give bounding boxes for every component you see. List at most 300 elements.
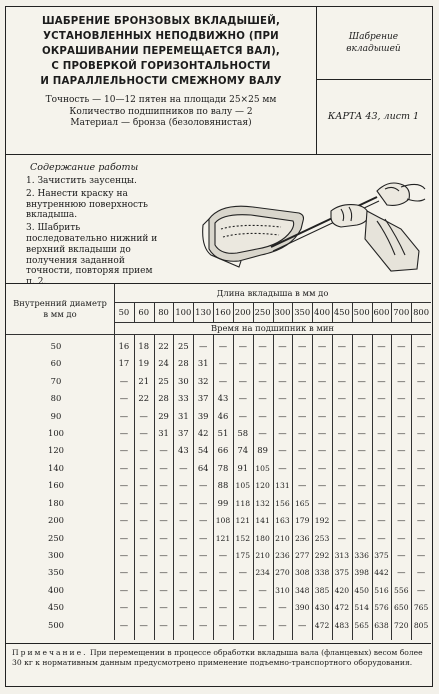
time-cell: — — [238, 567, 247, 578]
time-cell: — — [198, 619, 208, 630]
table-row — [6, 582, 431, 599]
time-cell: 236 — [294, 533, 310, 543]
time-cell: 650 — [394, 603, 409, 613]
table-line — [213, 302, 214, 322]
time-cell: — — [317, 358, 327, 369]
time-cell: — — [298, 410, 307, 421]
table-line — [193, 302, 194, 322]
time-cell: — — [298, 619, 307, 630]
time-cell: — — [357, 393, 366, 404]
time-cell: 450 — [354, 585, 369, 595]
time-cell: — — [159, 567, 168, 578]
title-line: ОКРАШИВАНИИ ПЕРЕМЕЩАЕТСЯ ВАЛ), — [41, 46, 281, 57]
time-cell: — — [377, 428, 386, 439]
time-cell: — — [218, 584, 228, 595]
table-line — [312, 302, 313, 322]
time-cell: — — [357, 480, 366, 491]
time-cell: — — [238, 619, 247, 630]
diameter-cell: 60 — [50, 358, 62, 369]
time-cell: 720 — [394, 620, 409, 630]
time-cell: 514 — [354, 603, 369, 613]
time-cell: — — [416, 428, 426, 439]
time-cell: — — [337, 393, 347, 404]
time-cell: — — [357, 410, 366, 421]
time-cell: — — [337, 428, 347, 439]
table-line — [292, 302, 293, 322]
time-cell: 308 — [294, 568, 310, 578]
time-cell: — — [179, 497, 188, 508]
time-cell: 236 — [275, 550, 290, 560]
operation-name — [316, 7, 431, 80]
time-cell: — — [139, 462, 148, 473]
time-cell: — — [179, 462, 188, 473]
time-cell: — — [317, 341, 327, 351]
time-cell: — — [198, 584, 208, 595]
diameter-cell: 100 — [48, 428, 64, 439]
diameter-cell: 70 — [50, 375, 62, 386]
diameter-cell: 250 — [48, 532, 64, 543]
time-cell: — — [238, 584, 247, 595]
time-cell: — — [119, 497, 129, 508]
time-cell: — — [278, 393, 287, 404]
time-cell: 292 — [314, 550, 330, 560]
time-cell: — — [377, 532, 386, 543]
time-cell: — — [218, 549, 228, 560]
time-cell: 32 — [197, 375, 209, 386]
time-cell: — — [238, 602, 247, 613]
time-cell: 118 — [235, 498, 251, 508]
title-line: С ПРОВЕРКОЙ ГОРИЗОНТАЛЬНОСТИ — [51, 61, 271, 72]
footnote-lead: Примечание. — [12, 648, 88, 657]
time-cell: — — [278, 619, 287, 630]
operation-parameters — [12, 95, 310, 130]
time-cell: 121 — [215, 533, 231, 543]
sub-header: Время на подшипник в мин — [210, 323, 335, 333]
time-cell: 516 — [374, 585, 389, 595]
time-cell: — — [397, 428, 406, 439]
time-cell: — — [218, 358, 228, 369]
time-cell: — — [337, 480, 347, 491]
time-cell: — — [258, 393, 267, 404]
time-cell: — — [119, 393, 129, 404]
time-cell: — — [397, 358, 406, 369]
time-cell: 430 — [314, 603, 330, 613]
footnote — [12, 648, 426, 667]
time-cell: — — [159, 462, 168, 473]
time-cell: — — [416, 410, 426, 421]
title-line: УСТАНОВЛЕННЫХ НЕПОДВИЖНО (ПРИ — [43, 31, 279, 42]
diameter-cell: 140 — [48, 462, 64, 473]
time-cell: — — [357, 341, 366, 351]
time-cell: — — [179, 480, 188, 491]
column-header: 100 — [175, 307, 192, 317]
time-cell: 152 — [235, 533, 251, 543]
standard-card-sheet — [5, 6, 433, 687]
time-cell: 51 — [217, 428, 229, 439]
time-cell: — — [357, 375, 366, 386]
time-cell: 420 — [334, 585, 350, 595]
header-side — [316, 7, 431, 154]
time-cell: 22 — [138, 393, 150, 404]
time-cell: 385 — [314, 585, 330, 595]
time-cell: — — [179, 567, 188, 578]
time-cell: — — [218, 341, 228, 351]
time-cell: — — [258, 375, 267, 386]
table-row — [6, 530, 431, 547]
table-row — [6, 477, 431, 494]
time-cell: — — [416, 462, 426, 473]
time-cell: — — [179, 602, 188, 613]
time-cell: — — [416, 393, 426, 404]
time-cell: 25 — [178, 341, 189, 351]
time-cell: 565 — [354, 620, 369, 630]
time-cell: 74 — [237, 445, 249, 456]
time-cell: — — [416, 445, 426, 456]
time-cell: — — [238, 393, 247, 404]
time-cell: 390 — [294, 603, 310, 613]
time-cell: — — [159, 549, 168, 560]
diameter-cell: 300 — [48, 549, 64, 560]
table-row — [6, 547, 431, 564]
time-cell: — — [139, 602, 148, 613]
time-cell: 210 — [275, 533, 290, 543]
column-header: 300 — [274, 307, 291, 317]
time-cell: 21 — [138, 375, 150, 386]
time-cell: — — [397, 393, 406, 404]
time-cell: — — [119, 462, 129, 473]
time-cell: 131 — [275, 481, 290, 491]
work-step: 1. Зачистить заусенцы. — [26, 176, 137, 186]
time-cell: — — [416, 341, 426, 351]
time-cell: 18 — [138, 341, 150, 351]
parameter-line: Точность — 10—12 пятен на площади 25×25 мм — [45, 95, 277, 105]
time-cell: 336 — [354, 550, 369, 560]
time-cell: — — [337, 358, 347, 369]
time-cell: 54 — [197, 445, 209, 456]
diameter-cell: 80 — [50, 393, 62, 404]
diameter-cell: 180 — [48, 497, 64, 508]
work-content-section — [6, 155, 431, 288]
table-row — [6, 495, 431, 512]
time-cell: — — [357, 428, 366, 439]
time-cell: — — [159, 584, 168, 595]
time-cell: — — [278, 375, 287, 386]
time-cell: — — [377, 393, 386, 404]
diameter-cell: 200 — [48, 515, 64, 526]
time-cell: — — [298, 375, 307, 386]
diameter-cell: 450 — [48, 602, 64, 613]
time-cell: — — [119, 428, 129, 439]
time-cell: — — [317, 375, 327, 386]
time-cell: 375 — [334, 568, 350, 578]
column-header: 80 — [158, 307, 169, 317]
time-cell: — — [119, 410, 129, 421]
time-cell: 66 — [217, 445, 229, 456]
time-cell: — — [119, 584, 129, 595]
table-line — [253, 302, 254, 322]
column-header: 700 — [393, 307, 410, 317]
column-header: 250 — [254, 307, 271, 317]
time-cell: 156 — [275, 498, 290, 508]
time-cell: — — [397, 462, 406, 473]
time-cell: 141 — [255, 516, 270, 526]
time-cell: — — [357, 462, 366, 473]
title-line: ШАБРЕНИЕ БРОНЗОВЫХ ВКЛАДЫШЕЙ, — [41, 16, 281, 27]
time-cell: 46 — [217, 410, 229, 421]
time-cell: 31 — [178, 410, 189, 421]
time-cell: — — [377, 410, 386, 421]
time-cell: — — [377, 445, 386, 456]
time-cell: — — [238, 358, 247, 369]
diameter-cell: 400 — [48, 584, 64, 595]
time-cell: 253 — [314, 533, 330, 543]
time-cell: — — [337, 445, 347, 456]
time-cell: 37 — [178, 428, 189, 439]
table-line — [352, 302, 353, 322]
time-cell: 17 — [118, 358, 130, 369]
table-row — [6, 390, 431, 407]
column-header: 130 — [195, 307, 212, 317]
time-cell: — — [119, 549, 129, 560]
time-cell: 805 — [413, 620, 429, 630]
time-cell: 64 — [197, 462, 209, 473]
time-cell: — — [139, 532, 148, 543]
time-cell: — — [377, 341, 386, 351]
time-cell: 165 — [294, 498, 310, 508]
time-cell: — — [357, 445, 366, 456]
time-cell: — — [278, 410, 287, 421]
table-row — [6, 599, 431, 616]
time-cell: — — [278, 462, 287, 473]
time-cell: 31 — [158, 428, 169, 439]
header-main — [6, 7, 317, 154]
time-cell: — — [198, 480, 208, 491]
time-cell: 175 — [235, 550, 251, 560]
time-cell: 28 — [158, 393, 169, 404]
time-cell: — — [258, 358, 267, 369]
time-cell: — — [298, 445, 307, 456]
time-cell: 108 — [215, 516, 231, 526]
time-cell: — — [397, 567, 406, 578]
time-cell: — — [198, 497, 208, 508]
time-cell: — — [317, 497, 327, 508]
time-cell: — — [377, 480, 386, 491]
time-cell: 576 — [374, 603, 389, 613]
time-cell: 19 — [138, 358, 150, 369]
work-content-heading: Содержание работы — [30, 162, 139, 173]
time-cell: — — [139, 445, 148, 456]
table-row — [6, 408, 431, 425]
time-cell: — — [317, 480, 327, 491]
time-cell: — — [416, 549, 426, 560]
time-cell: — — [298, 462, 307, 473]
time-cell: — — [258, 602, 267, 613]
time-cell: 88 — [217, 480, 229, 491]
time-cell: — — [298, 393, 307, 404]
time-cell: — — [317, 393, 327, 404]
time-cell: 58 — [237, 428, 249, 439]
time-cell: 210 — [255, 550, 270, 560]
operation-name-text — [346, 31, 400, 55]
time-cell: — — [317, 445, 327, 456]
time-cell: — — [119, 602, 129, 613]
time-cell: — — [278, 445, 287, 456]
table-row — [6, 512, 431, 529]
time-cell: — — [278, 602, 287, 613]
work-steps — [26, 176, 164, 290]
time-cell: — — [416, 358, 426, 369]
row-header: Внутренний диаметр в мм до — [13, 298, 107, 319]
time-cell: 472 — [314, 620, 330, 630]
time-cell: 765 — [413, 603, 429, 613]
time-cell: — — [337, 375, 347, 386]
time-cell: 28 — [178, 358, 189, 369]
time-cell: — — [298, 358, 307, 369]
time-cell: — — [258, 619, 267, 630]
time-cell: — — [397, 497, 406, 508]
time-cell: 556 — [394, 585, 409, 595]
footer-divider — [6, 643, 431, 644]
time-cell: — — [377, 358, 386, 369]
operation-name-line: Шабрение — [348, 32, 399, 42]
column-header: 600 — [373, 307, 390, 317]
column-header: 500 — [353, 307, 370, 317]
time-cell: — — [397, 410, 406, 421]
time-cell: — — [119, 445, 129, 456]
time-cell: — — [159, 602, 168, 613]
time-cell: — — [119, 515, 129, 526]
time-cell: — — [337, 515, 347, 526]
time-cell: 43 — [178, 445, 189, 456]
time-cell: — — [139, 584, 148, 595]
column-group-header: Длина вкладыша в мм до — [216, 288, 329, 298]
time-cell: — — [416, 497, 426, 508]
time-cell: — — [357, 497, 366, 508]
time-cell: 30 — [178, 375, 189, 386]
time-cell: 29 — [158, 410, 169, 421]
table-line — [332, 302, 333, 322]
table-line — [411, 302, 412, 322]
time-cell: 99 — [217, 497, 229, 508]
time-cell: — — [278, 428, 287, 439]
diameter-cell: 350 — [48, 567, 64, 578]
operation-name-line: вкладышей — [346, 44, 401, 54]
table-row — [6, 460, 431, 477]
time-cell: 234 — [255, 568, 270, 578]
column-header: 400 — [314, 307, 331, 317]
time-cell: 91 — [237, 462, 249, 473]
title-line: И ПАРАЛЛЕЛЬНОСТИ СМЕЖНОМУ ВАЛУ — [40, 76, 282, 87]
column-header: 450 — [333, 307, 350, 317]
table-row — [6, 617, 431, 634]
time-cell: 33 — [178, 393, 189, 404]
time-cell: — — [139, 497, 148, 508]
time-cell: — — [119, 375, 129, 386]
time-cell: 270 — [275, 568, 290, 578]
time-cell: — — [317, 428, 327, 439]
time-cell: 16 — [118, 341, 130, 351]
time-cell: — — [139, 428, 148, 439]
time-cell: 338 — [314, 568, 330, 578]
time-cell: 39 — [197, 410, 209, 421]
time-cell: — — [159, 445, 168, 456]
time-cell: 105 — [235, 481, 251, 491]
time-cell: — — [198, 549, 208, 560]
diameter-cell: 90 — [50, 410, 62, 421]
time-cell: 442 — [374, 568, 389, 578]
time-cell: 105 — [255, 463, 270, 473]
table-line — [114, 322, 431, 323]
table-row — [6, 564, 431, 581]
time-cell: — — [298, 428, 307, 439]
table-line — [273, 302, 274, 322]
time-cell: — — [119, 619, 129, 630]
time-cell: 37 — [197, 393, 209, 404]
time-cell: — — [238, 410, 247, 421]
table-row — [6, 373, 431, 390]
time-cell: — — [416, 567, 426, 578]
time-cell: — — [198, 567, 208, 578]
time-cell: — — [258, 341, 267, 351]
time-cell: 42 — [197, 428, 209, 439]
time-cell: 78 — [217, 462, 229, 473]
time-cell: — — [416, 532, 426, 543]
table-row — [6, 425, 431, 442]
time-cell: 89 — [257, 445, 268, 456]
time-cell: — — [238, 375, 247, 386]
time-cell: — — [416, 480, 426, 491]
time-cell: — — [337, 497, 347, 508]
time-cell: 43 — [217, 393, 229, 404]
time-cell: — — [397, 515, 406, 526]
time-cell: — — [198, 602, 208, 613]
time-cell: — — [179, 619, 188, 630]
time-cell: 22 — [158, 341, 169, 351]
time-cell: — — [317, 410, 327, 421]
time-cell: — — [258, 428, 267, 439]
time-cell: 638 — [374, 620, 389, 630]
time-cell: — — [119, 567, 129, 578]
time-cell: 277 — [294, 550, 310, 560]
time-cell: — — [298, 480, 307, 491]
time-cell: 31 — [197, 358, 209, 369]
footnote-text: При перемещении в процессе обработки вкладыша вала (фланцевых) весом более 30 кг к нормативным данным предусмотрено применение подъемно-транспортного оборудования. — [12, 648, 423, 667]
time-cell: — — [159, 619, 168, 630]
card-title — [12, 14, 310, 89]
time-cell: — — [198, 532, 208, 543]
time-cell: 132 — [255, 498, 270, 508]
time-cell: 313 — [334, 550, 350, 560]
time-cell: — — [357, 515, 366, 526]
time-cell: — — [218, 619, 228, 630]
time-cell: — — [139, 410, 148, 421]
time-cell: — — [337, 532, 347, 543]
work-step: 3. Шабрить последовательно нижний и верхний вкладыши до получения заданной точности, повторяя прием п. 2. — [26, 223, 158, 288]
diameter-cell: 500 — [48, 619, 64, 630]
table-row — [6, 442, 431, 459]
time-cell: — — [258, 410, 267, 421]
time-cell: — — [416, 375, 426, 386]
time-cell: — — [238, 341, 247, 351]
time-cell: — — [278, 341, 287, 351]
table-line — [372, 302, 373, 322]
column-header: 350 — [294, 307, 311, 317]
table-line — [154, 302, 155, 322]
time-cell: 163 — [275, 516, 290, 526]
parameter-line: Количество подшипников по валу — 2 — [69, 106, 253, 117]
table-line — [134, 302, 135, 322]
time-cell: 24 — [158, 358, 169, 369]
